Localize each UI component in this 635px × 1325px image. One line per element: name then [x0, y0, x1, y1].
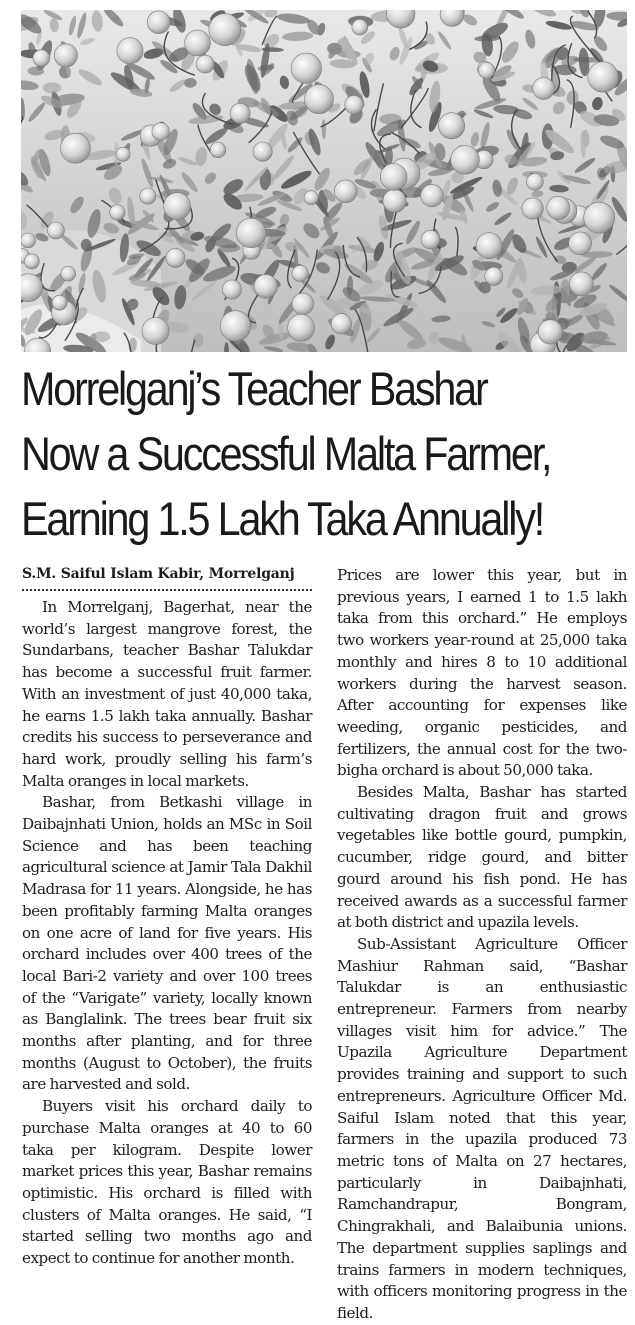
malta-fruit: [569, 272, 593, 296]
malta-fruit: [253, 142, 272, 161]
malta-fruit: [533, 77, 555, 99]
malta-fruit: [352, 19, 368, 35]
malta-fruit: [210, 142, 226, 158]
malta-fruit: [209, 14, 241, 46]
headline: [21, 356, 554, 551]
headline-line-3: Earning 1.5 Lakh Taka Annually!: [21, 492, 543, 545]
malta-fruit: [21, 233, 36, 248]
malta-fruit: [383, 189, 406, 212]
leaf: [43, 82, 62, 93]
headline-line-2: Now a Successful Malta Farmer,: [21, 427, 551, 480]
malta-fruit: [479, 63, 495, 79]
malta-fruit: [345, 96, 363, 114]
malta-fruit: [24, 254, 39, 269]
article-column-left: [22, 565, 312, 1270]
headline-line-1: Morrelganj’s Teacher Bashar: [21, 362, 487, 415]
malta-fruit: [110, 205, 125, 220]
malta-fruit: [439, 113, 465, 139]
malta-fruit: [230, 103, 250, 123]
malta-fruit: [33, 50, 50, 67]
malta-fruit: [166, 248, 185, 267]
malta-fruit: [569, 232, 592, 255]
malta-fruit: [116, 147, 130, 161]
malta-fruit: [142, 318, 169, 345]
malta-fruit: [305, 85, 334, 114]
malta-fruit: [421, 184, 444, 207]
malta-fruit: [527, 174, 544, 191]
malta-fruit: [334, 180, 357, 203]
malta-fruit: [185, 30, 211, 56]
malta-fruit: [152, 123, 170, 141]
malta-fruit: [485, 267, 503, 285]
malta-fruit: [588, 62, 618, 92]
byline: S.M. Saiful Islam Kabir, Morrelganj: [22, 565, 312, 591]
malta-fruit: [164, 193, 191, 220]
malta-fruit: [547, 196, 570, 219]
malta-fruit: [291, 53, 321, 83]
malta-fruit: [236, 218, 266, 248]
malta-fruit: [140, 188, 156, 204]
orchard-photo-graphic: [21, 10, 627, 352]
malta-fruit: [52, 295, 67, 310]
malta-fruit: [522, 198, 543, 219]
malta-fruit: [220, 311, 251, 342]
malta-fruit: [117, 38, 143, 64]
malta-fruit: [196, 55, 214, 73]
malta-fruit: [331, 314, 351, 334]
malta-fruit: [147, 11, 170, 34]
malta-fruit: [288, 314, 315, 341]
malta-fruit: [451, 145, 480, 174]
malta-fruit: [292, 293, 314, 315]
malta-fruit: [254, 275, 277, 298]
malta-fruit: [421, 230, 440, 249]
article-paragraph: Sub-Assistant Agriculture Officer Mashiur Rahman said, “Bashar Talukdar is an enthusiastic entrepreneur. Farmers from nearby villages visit him for advice.” The Upazila Agriculture Department provides training and support to such entrepreneurs. Agriculture Officer Md. Saiful Islam noted that this year, farmers in the upazila produced 73 metric tons of Malta on 27 hectares, particularly in Daibajnhati, Ramchandrapur, Bongram, Chingrakhali, and Balaibunia unions. The department supplies saplings and trains farmers in modern techniques, with officers monitoring progress in the field.: [337, 934, 627, 1322]
malta-fruit: [222, 280, 241, 299]
malta-fruit: [47, 222, 64, 239]
malta-fruit: [61, 266, 76, 281]
malta-fruit: [538, 320, 562, 344]
malta-fruit: [61, 133, 91, 163]
article-paragraph: Besides Malta, Bashar has started cultivating dragon fruit and grows vegetables like bottle gourd, pumpkin, cucumber, ridge gourd, and bitter gourd around his fish pond. He has received awards as a successful farmer at both district and upazila levels.: [337, 783, 627, 932]
malta-fruit: [54, 44, 77, 67]
article-column-right: [337, 565, 627, 1325]
malta-fruit: [380, 164, 407, 191]
article-paragraph: Prices are lower this year, but in previous years, I earned 1 to 1.5 lakh taka from this orchard.” He employs two workers year-round at 25,000 taka monthly and hires 8 to 10 additional workers during the harvest season. After accounting for expenses like weeding, organic pesticides, and fertilizers, the annual cost for the two-bigha orchard is about 50,000 taka.: [337, 566, 627, 780]
malta-fruit: [476, 233, 502, 259]
malta-fruit: [292, 265, 308, 281]
malta-fruit: [304, 191, 318, 205]
malta-fruit: [584, 202, 615, 233]
article-paragraph: In Morrelganj, Bagerhat, near the world’s largest mangrove forest, the Sundarbans, teacher Bashar Talukdar has become a successful fruit farmer. With an investment of just 40,000 taka, he earns 1.5 lakh taka annually. Bashar credits his success to perseverance and hard work, proudly selling his farm’s Malta oranges in local markets.: [22, 598, 312, 790]
orchard-photo: [21, 10, 627, 352]
article-paragraph: Buyers visit his orchard daily to purchase Malta oranges at 40 to 60 taka per kilogram. Despite lower market prices this year, Bashar remains optimistic. His orchard is filled with clusters of Malta oranges. He said, “I started selling two months ago and expect to continue for another month.: [22, 1097, 312, 1268]
article-paragraph: Bashar, from Betkashi village in Daibajnhati Union, holds an MSc in Soil Science and has been teaching agricultural science at Jamir Tala Dakhil Madrasa for 11 years. Alongside, he has been profitably farming Malta oranges on one acre of land for five years. His orchard includes over 400 trees of the local Bari-2 variety and over 100 trees of the “Varigate” variety, locally known as Banglalink. The trees bear fruit six months after planting, and for three months (August to October), the fruits are harvested and sold.: [22, 793, 312, 1094]
